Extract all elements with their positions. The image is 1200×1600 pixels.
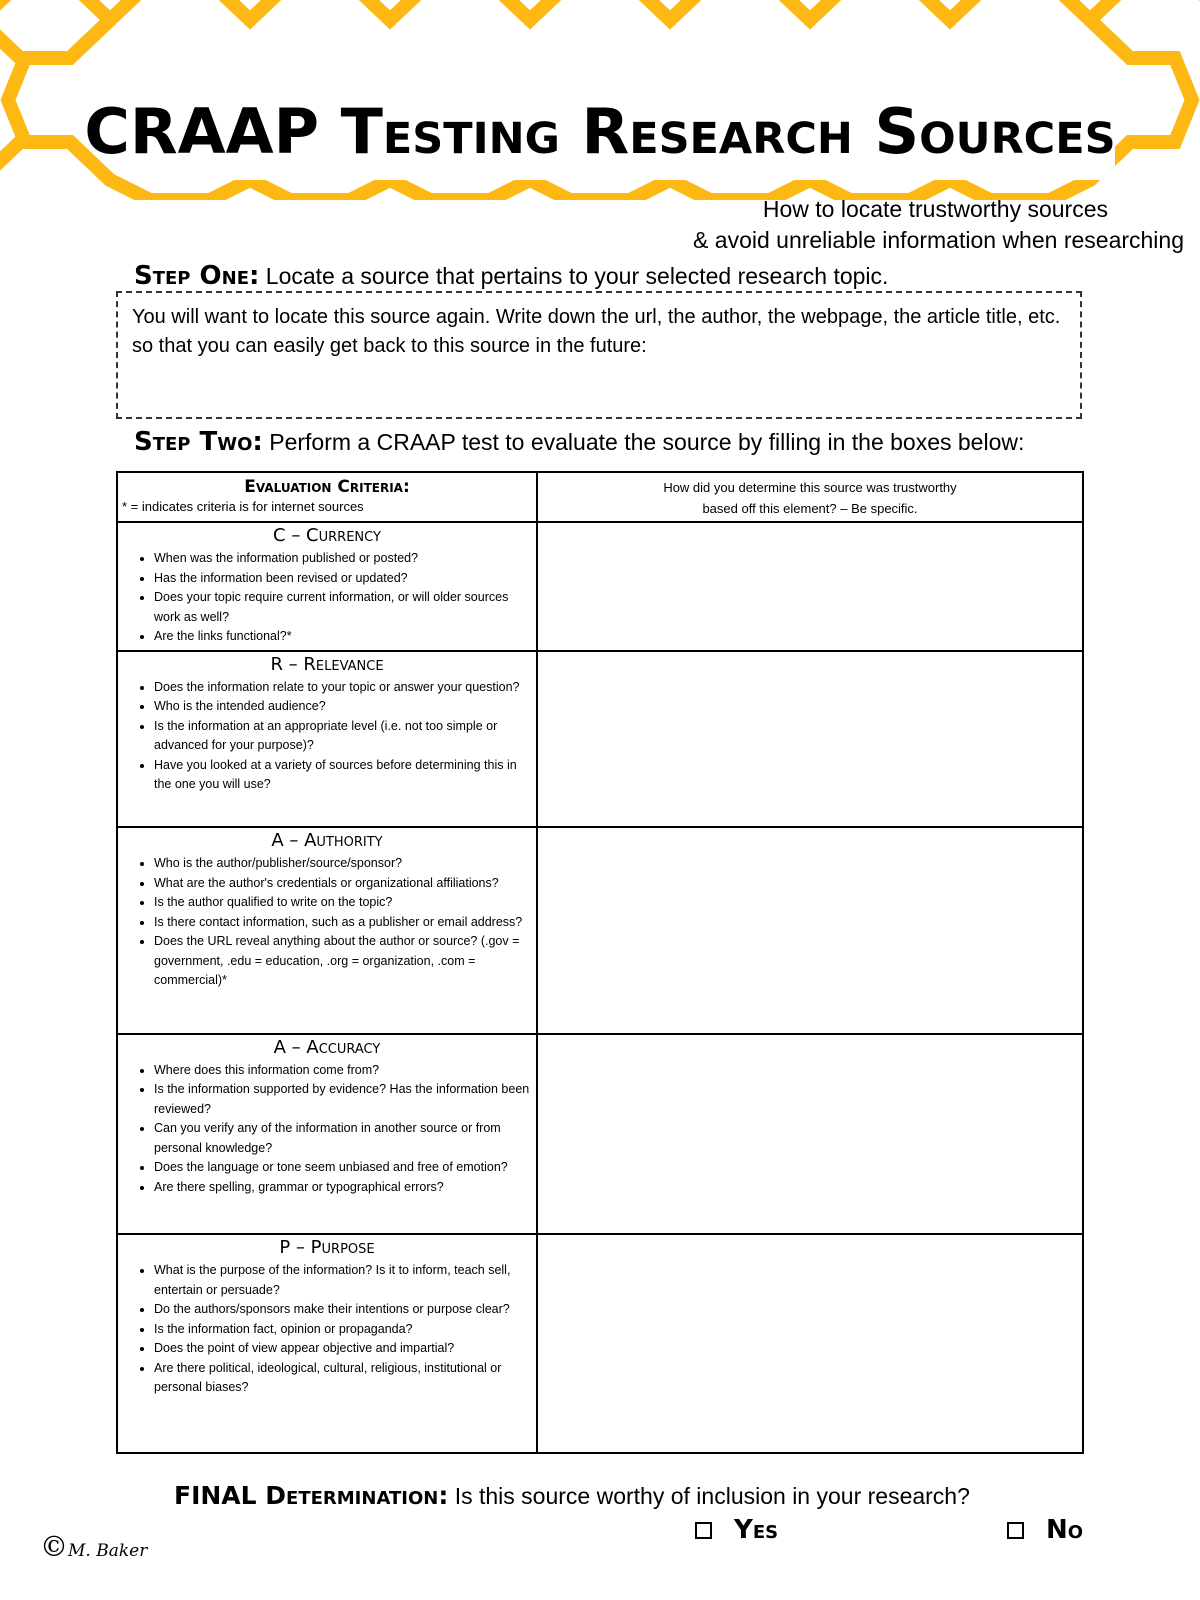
criteria-table (116, 471, 1084, 1454)
no-option[interactable] (1007, 1514, 1083, 1546)
section-title-relevance: R – Relevance (270, 653, 384, 675)
list-item: • Do the authors/sponsors make their intentions or purpose clear? (154, 1300, 530, 1320)
answer-cell-relevance[interactable] (537, 651, 1083, 828)
list-item: • Is the information at an appropriate level (i.e. not too simple or advanced for your purpose)? (154, 717, 530, 756)
list-item: • What is the purpose of the information? Is it to inform, teach sell, entertain or persuade? (154, 1261, 530, 1300)
list-item: • Who is the author/publisher/source/sponsor? (154, 854, 530, 874)
criteria-cell-authority (117, 827, 537, 1034)
source-notes-box[interactable] (116, 291, 1082, 419)
no-label: No (1046, 1515, 1084, 1545)
criteria-cell-accuracy (117, 1034, 537, 1235)
table-header-row (117, 472, 1083, 522)
list-item: • Is the author qualified to write on the topic? (154, 893, 530, 913)
copyright-symbol: © (40, 1530, 68, 1563)
header-criteria-note: * = indicates criteria is for internet sources (122, 499, 364, 514)
step-two-label: Step Two: (134, 427, 263, 457)
list-item: • Does the language or tone seem unbiased and free of emotion? (154, 1158, 530, 1178)
list-item: • Does the URL reveal anything about the author or source? (.gov = government, .edu = education, .org = organization, .com = commercial)* (154, 932, 530, 991)
header-answer-line-2: based off this element? – Be specific. (702, 501, 918, 516)
no-checkbox[interactable] (1007, 1522, 1024, 1539)
table-row-accuracy (117, 1034, 1083, 1235)
yes-option[interactable] (695, 1514, 778, 1546)
step-one (134, 261, 888, 291)
final-question: Is this source worthy of inclusion in your research? (454, 1483, 970, 1509)
table-row-currency (117, 522, 1083, 650)
yes-checkbox[interactable] (695, 1522, 712, 1539)
section-title-currency: C – Currency (273, 525, 381, 547)
list-item: • Are the links functional?* (154, 627, 530, 647)
step-one-label: Step One: (134, 261, 260, 291)
list-item: • Has the information been revised or updated? (154, 569, 530, 589)
criteria-cell-purpose (117, 1234, 537, 1453)
criteria-cell-relevance (117, 651, 537, 828)
list-item: • Where does this information come from? (154, 1061, 530, 1081)
list-item: • What are the author's credentials or organizational affiliations? (154, 874, 530, 894)
list-item: • Is there contact information, such as a publisher or email address? (154, 913, 530, 933)
header-criteria-cell (117, 472, 537, 522)
answer-cell-accuracy[interactable] (537, 1034, 1083, 1235)
list-item: • Does the information relate to your topic or answer your question? (154, 678, 530, 698)
list-item: • Can you verify any of the information in another source or from personal knowledge? (154, 1119, 530, 1158)
answer-cell-authority[interactable] (537, 827, 1083, 1034)
header-answer-cell (537, 472, 1083, 522)
list-item: • Is the information fact, opinion or propaganda? (154, 1320, 530, 1340)
criteria-cell-currency (117, 522, 537, 650)
list-item: • Are there spelling, grammar or typographical errors? (154, 1178, 530, 1198)
table-row-purpose (117, 1234, 1083, 1453)
final-label: FINAL Determination: (174, 1481, 449, 1510)
table-row-relevance (117, 651, 1083, 828)
section-title-purpose: P – Purpose (279, 1237, 375, 1259)
step-one-text: Locate a source that pertains to your selected research topic. (265, 263, 889, 289)
list-item: • Does your topic require current information, or will older sources work as well? (154, 588, 530, 627)
author-signature: M. Baker (68, 1541, 148, 1561)
list-item: • Does the point of view appear objective and impartial? (154, 1339, 530, 1359)
header-criteria-title: Evaluation Criteria: (244, 477, 410, 497)
list-item: • When was the information published or posted? (154, 549, 530, 569)
step-two-text: Perform a CRAAP test to evaluate the source by filling in the boxes below: (269, 429, 1025, 455)
header-answer-line-1: How did you determine this source was trustworthy (663, 480, 957, 495)
list-item: • Have you looked at a variety of sources before determining this in the one you will use? (154, 756, 530, 795)
subtitle-line-1: How to locate trustworthy sources (762, 196, 1108, 222)
list-item: • Are there political, ideological, cultural, religious, institutional or personal biases? (154, 1359, 530, 1398)
section-title-accuracy: A – Accuracy (273, 1036, 381, 1058)
page-title: CRAAP Testing Research Sources (84, 95, 1116, 168)
section-title-authority: A – Authority (271, 830, 383, 852)
list-item: • Is the information supported by evidence? Has the information been reviewed? (154, 1080, 530, 1119)
table-row-authority (117, 827, 1083, 1034)
answer-cell-purpose[interactable] (537, 1234, 1083, 1453)
copyright-signature (40, 1532, 147, 1566)
list-item: • Who is the intended audience? (154, 697, 530, 717)
final-determination (174, 1481, 970, 1511)
yes-label: Yes (734, 1515, 779, 1545)
source-notes-instructions: You will want to locate this source again. Write down the url, the author, the webpage, the article title, etc. so that you can easily get back to this source in the future: (132, 306, 1061, 357)
subtitle-line-2: & avoid unreliable information when researching (693, 227, 1184, 253)
answer-cell-currency[interactable] (537, 522, 1083, 650)
step-two (134, 427, 1024, 457)
